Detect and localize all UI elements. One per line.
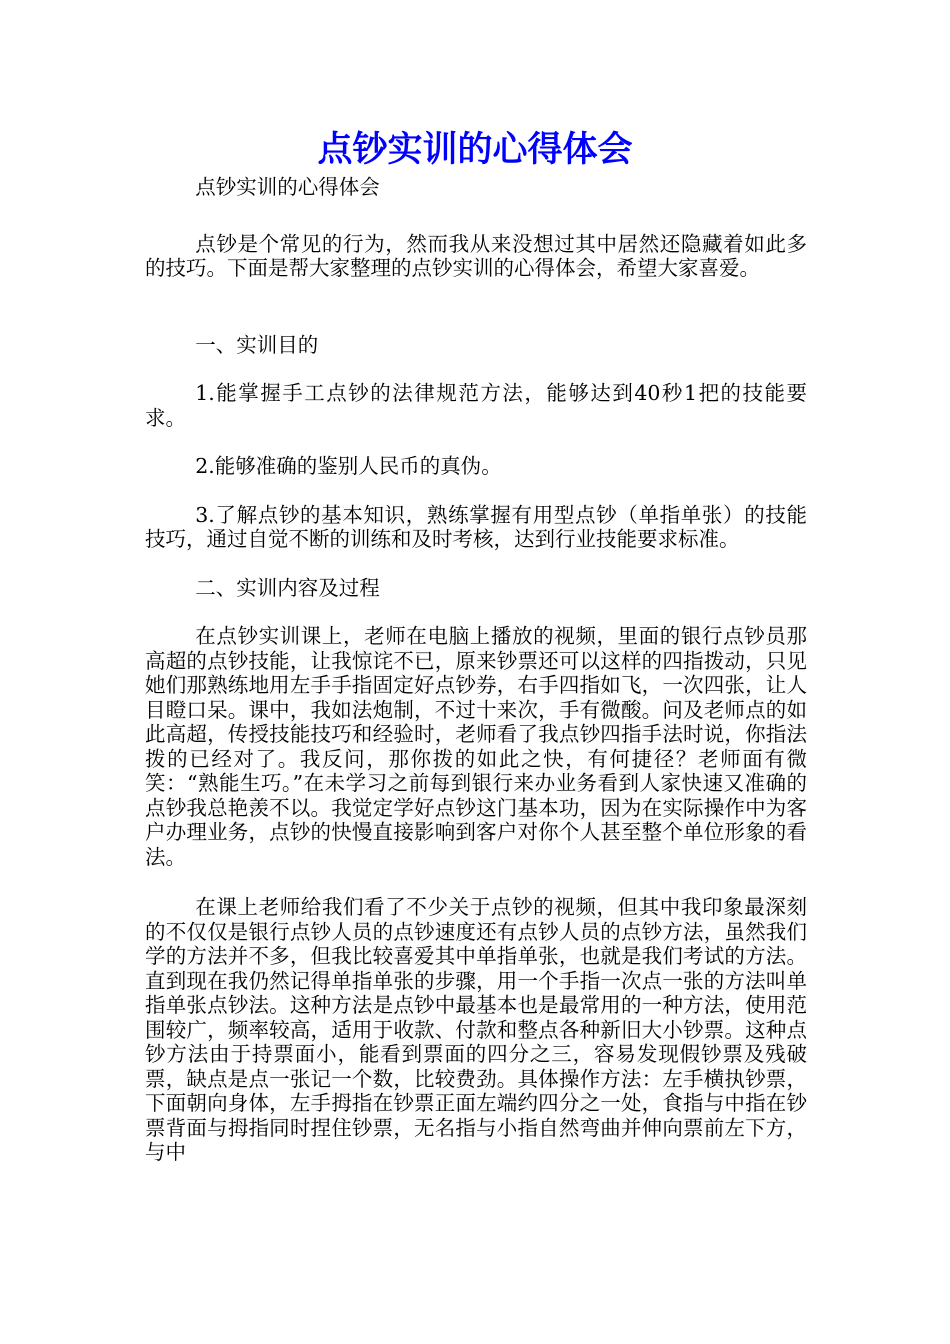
intro-paragraph: 点钞是个常见的行为，然而我从来没想过其中居然还隐藏着如此多的技巧。下面是帮大家整理的点钞实训的心得体会，希望大家喜爱。 bbox=[145, 231, 807, 280]
objective-item-3: 3.了解点钞的基本知识，熟练掌握有用型点钞（单指单张）的技能技巧，通过自觉不断的训练和及时考核，达到行业技能要求标准。 bbox=[145, 502, 807, 551]
body-paragraph-1: 在点钞实训课上，老师在电脑上播放的视频，里面的银行点钞员那高超的点钞技能，让我惊诧不已，原来钞票还可以这样的四指拨动，只见她们那熟练地用左手手指固定好点钞券，右手四指如飞，一次四张，让人目瞪口呆。课中，我如法炮制，不过十来次，手有微酸。问及老师点的如此高超，传授技能技巧和经验时，老师看了我点钞四指手法时说，你指法拨的已经对了。我反问，那你拨的如此之快，有何捷径？老师面有微笑：“熟能生巧。”在未学习之前每到银行来办业务看到人家快速又准确的点钞我总艳羡不以。我觉定学好点钞这门基本功，因为在实际操作中为客户办理业务，点钞的快慢直接影响到客户对你个人甚至整个单位形象的看法。 bbox=[145, 624, 807, 869]
section-heading-content: 二、实训内容及过程 bbox=[195, 575, 380, 600]
document-body bbox=[145, 175, 807, 1165]
document-title: 点钞实训的心得体会 bbox=[317, 130, 633, 170]
objective-item-2: 2.能够准确的鉴别人民币的真伪。 bbox=[195, 454, 502, 478]
body-paragraph-2: 在课上老师给我们看了不少关于点钞的视频，但其中我印象最深刻的不仅仅是银行点钞人员的点钞速度还有点钞人员的点钞方法，虽然我们学的方法并不多，但我比较喜爱其中单指单张，也就是我们考试的方法。直到现在我仍然记得单指单张的步骤，用一个手指一次点一张的方法叫单指单张点钞法。这种方法是点钞中最基本也是最常用的一种方法，使用范围较广，频率较高，适用于收款、付款和整点各种新旧大小钞票。这种点钞方法由于持票面小，能看到票面的四分之三，容易发现假钞票及残破票，缺点是点一张记一个数，比较费劲。具体操作方法：左手横执钞票，下面朝向身体，左手拇指在钞票正面左端约四分之一处，食指与中指在钞票背面与拇指同时捏住钞票，无名指与小指自然弯曲并伸向票前左下方，与中 bbox=[145, 895, 807, 1164]
objective-item-1: 1.能掌握手工点钞的法律规范方法，能够达到40秒1把的技能要求。 bbox=[145, 381, 807, 430]
section-heading-objectives: 一、实训目的 bbox=[195, 332, 319, 357]
document-subtitle: 点钞实训的心得体会 bbox=[195, 175, 380, 199]
